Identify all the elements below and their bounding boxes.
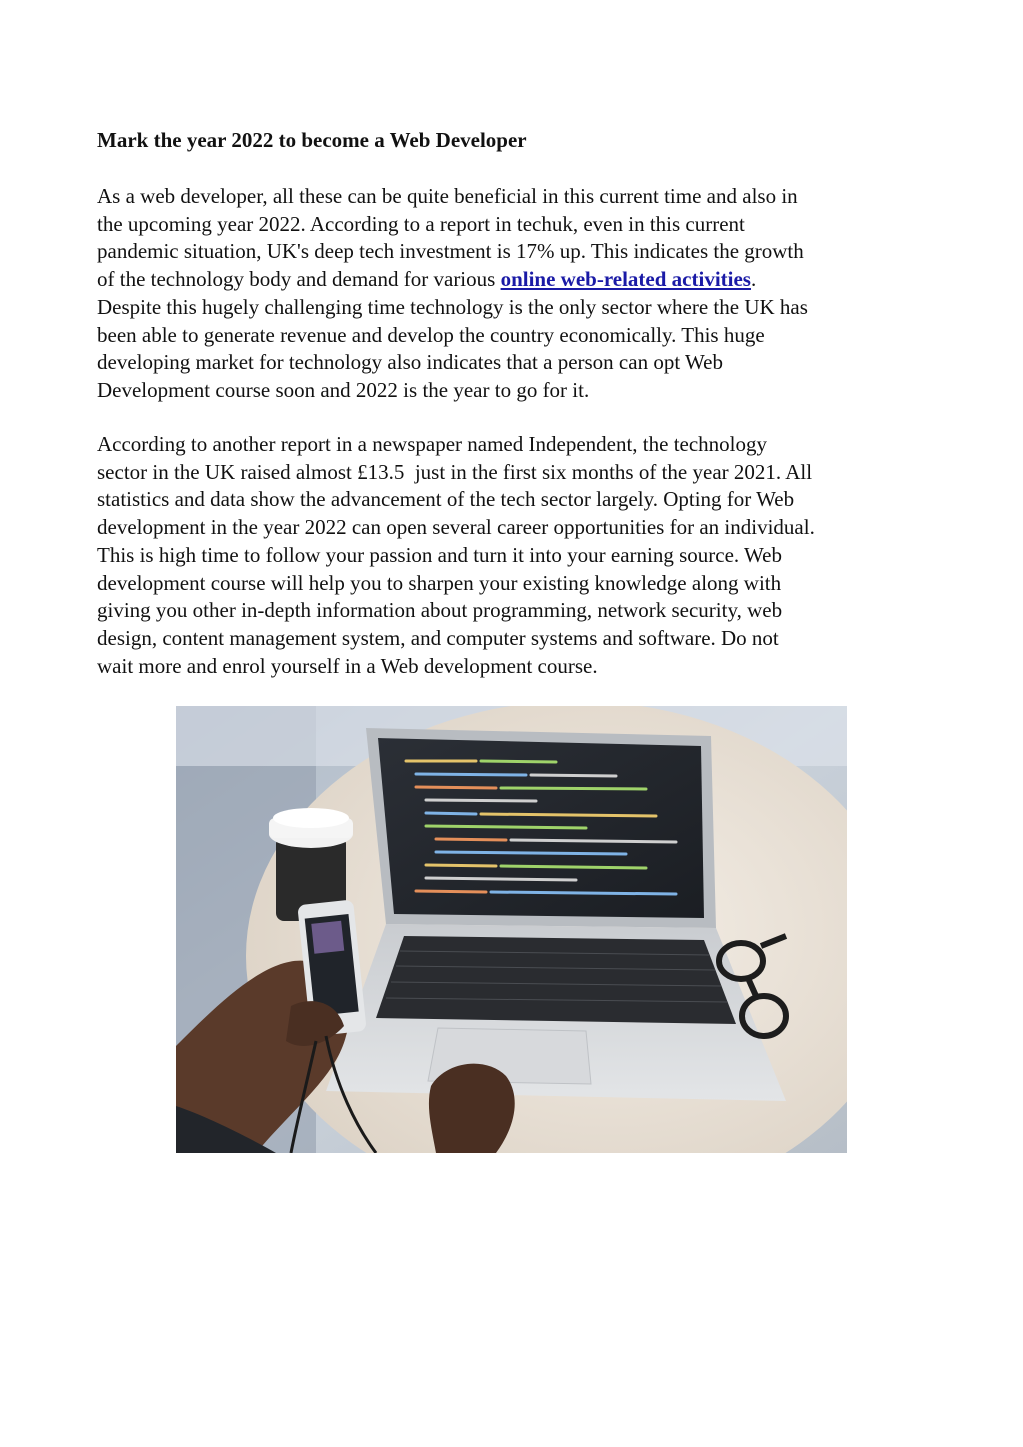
paragraph-1-line-4-end: . [750, 267, 757, 292]
paragraph-2-line-8: design, content management system, and computer systems and software. Do not [97, 625, 779, 650]
paragraph-1-line-3: pandemic situation, UK's deep tech investment is 17% up. This indicates the growth [97, 239, 804, 264]
paragraph-1-line-4-text: of the technology body and demand for various [97, 267, 501, 292]
paragraph-1-line-5: Despite this hugely challenging time technology is the only sector where the UK has [97, 294, 808, 319]
paragraph-2-line-6: development course will help you to sharpen your existing knowledge along with [97, 570, 782, 595]
paragraph-2-line-1: According to another report in a newspaper named Independent, the technology [97, 432, 768, 456]
paragraph-1-line-8: Development course soon and 2022 is the year to go for it. [97, 377, 590, 402]
paragraph-1 [97, 183, 937, 405]
laptop-photo-illustration [176, 706, 847, 1153]
paragraph-2-line-3: statistics and data show the advancement of the tech sector largely. Opting for Web [97, 487, 795, 512]
paragraph-2-line-5: This is high time to follow your passion and turn it into your earning source. Web [97, 542, 782, 567]
paragraph-1-line-4 [97, 266, 937, 294]
article-heading: Mark the year 2022 to become a Web Developer [97, 128, 527, 152]
paragraph-2-line-7: giving you other in-depth information about programming, network security, web [97, 598, 783, 623]
paragraph-2-line-2: sector in the UK raised almost £13.5 just in the first six months of the year 2021. All [97, 459, 813, 484]
online-web-activities-link[interactable]: online web-related activities [500, 267, 751, 292]
paragraph-2-line-9: wait more and enrol yourself in a Web development course. [97, 653, 598, 678]
paragraph-1-line-6: been able to generate revenue and develop the country economically. This huge [97, 322, 765, 347]
hand-on-trackpad [429, 1064, 515, 1153]
paragraph-1-line-7: developing market for technology also indicates that a person can opt Web [97, 350, 723, 375]
paragraph-1-line-2: the upcoming year 2022. According to a report in techuk, even in this current [97, 211, 745, 236]
paragraph-2-line-4: development in the year 2022 can open several career opportunities for an individual. [97, 515, 815, 540]
paragraph-1-line-1: As a web developer, all these can be quite beneficial in this current time and also in [97, 184, 798, 208]
laptop-photo [176, 706, 847, 1153]
paragraph-2 [97, 431, 937, 680]
